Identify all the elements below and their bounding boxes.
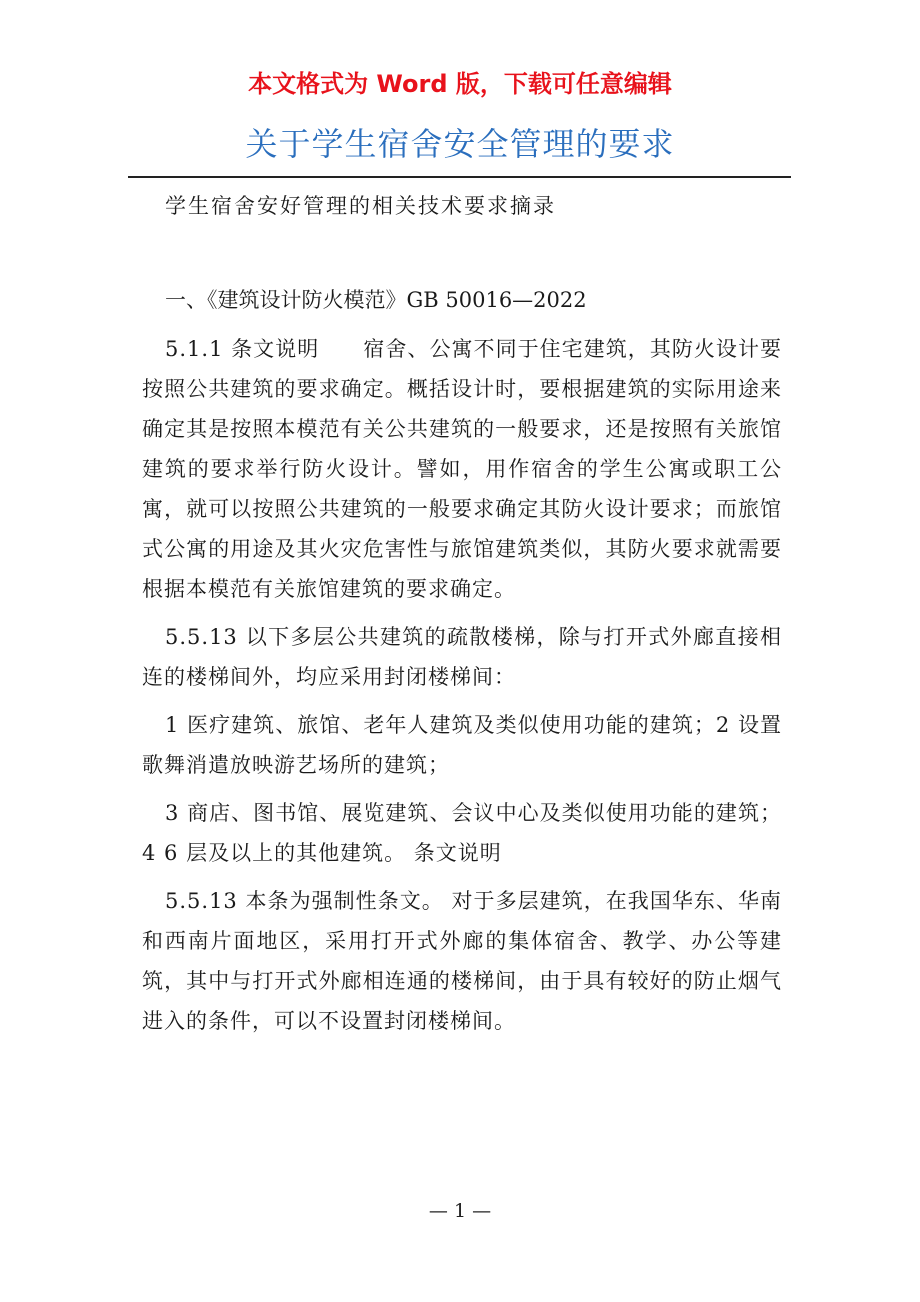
paragraph-5-1-1: 5.1.1 条文说明 宿舍、公寓不同于住宅建筑，其防火设计要按照公共建筑的要求确定。概括设计时，要根据建筑的实际用途来确定其是按照本模范有关公共建筑的一般要求，还是按照有关旅馆建筑的要求举行防火设计。譬如，用作宿舍的学生公寓或职工公寓，就可以按照公共建筑的一般要求确定其防火设计要求；而旅馆式公寓的用途及其火灾危害性与旅馆建筑类似，其防火要求就需要根据本模范有关旅馆建筑的要求确定。	[142, 337, 782, 601]
document-title: 关于学生宿舍安全管理的要求	[245, 125, 675, 163]
paragraph-list-1-2: 1 医疗建筑、旅馆、老年人建筑及类似使用功能的建筑；2 设置歌舞消遣放映游艺场所的建筑；	[142, 713, 782, 777]
section-heading: 一、《建筑设计防火模范》GB 50016—2022	[165, 288, 587, 312]
title-divider	[128, 176, 791, 178]
download-banner: 本文格式为 Word 版，下载可任意编辑	[248, 70, 672, 98]
paragraph-list-3-4: 3 商店、图书馆、展览建筑、会议中心及类似使用功能的建筑；4 6 层及以上的其他建筑。 条文说明	[142, 801, 782, 865]
page-number: — 1 —	[428, 1200, 492, 1222]
document-subtitle: 学生宿舍安好管理的相关技术要求摘录	[165, 194, 556, 218]
document-body	[142, 329, 782, 1049]
paragraph-5-5-13-rule: 5.5.13 以下多层公共建筑的疏散楼梯，除与打开式外廊直接相连的楼梯间外，均应采用封闭楼梯间：	[142, 625, 782, 689]
paragraph-5-5-13-explanation: 5.5.13 本条为强制性条文。 对于多层建筑，在我国华东、华南和西南片面地区，采用打开式外廊的集体宿舍、教学、办公等建筑，其中与打开式外廊相连通的楼梯间，由于具有较好的防止烟气进入的条件，可以不设置封闭楼梯间。	[142, 889, 782, 1033]
